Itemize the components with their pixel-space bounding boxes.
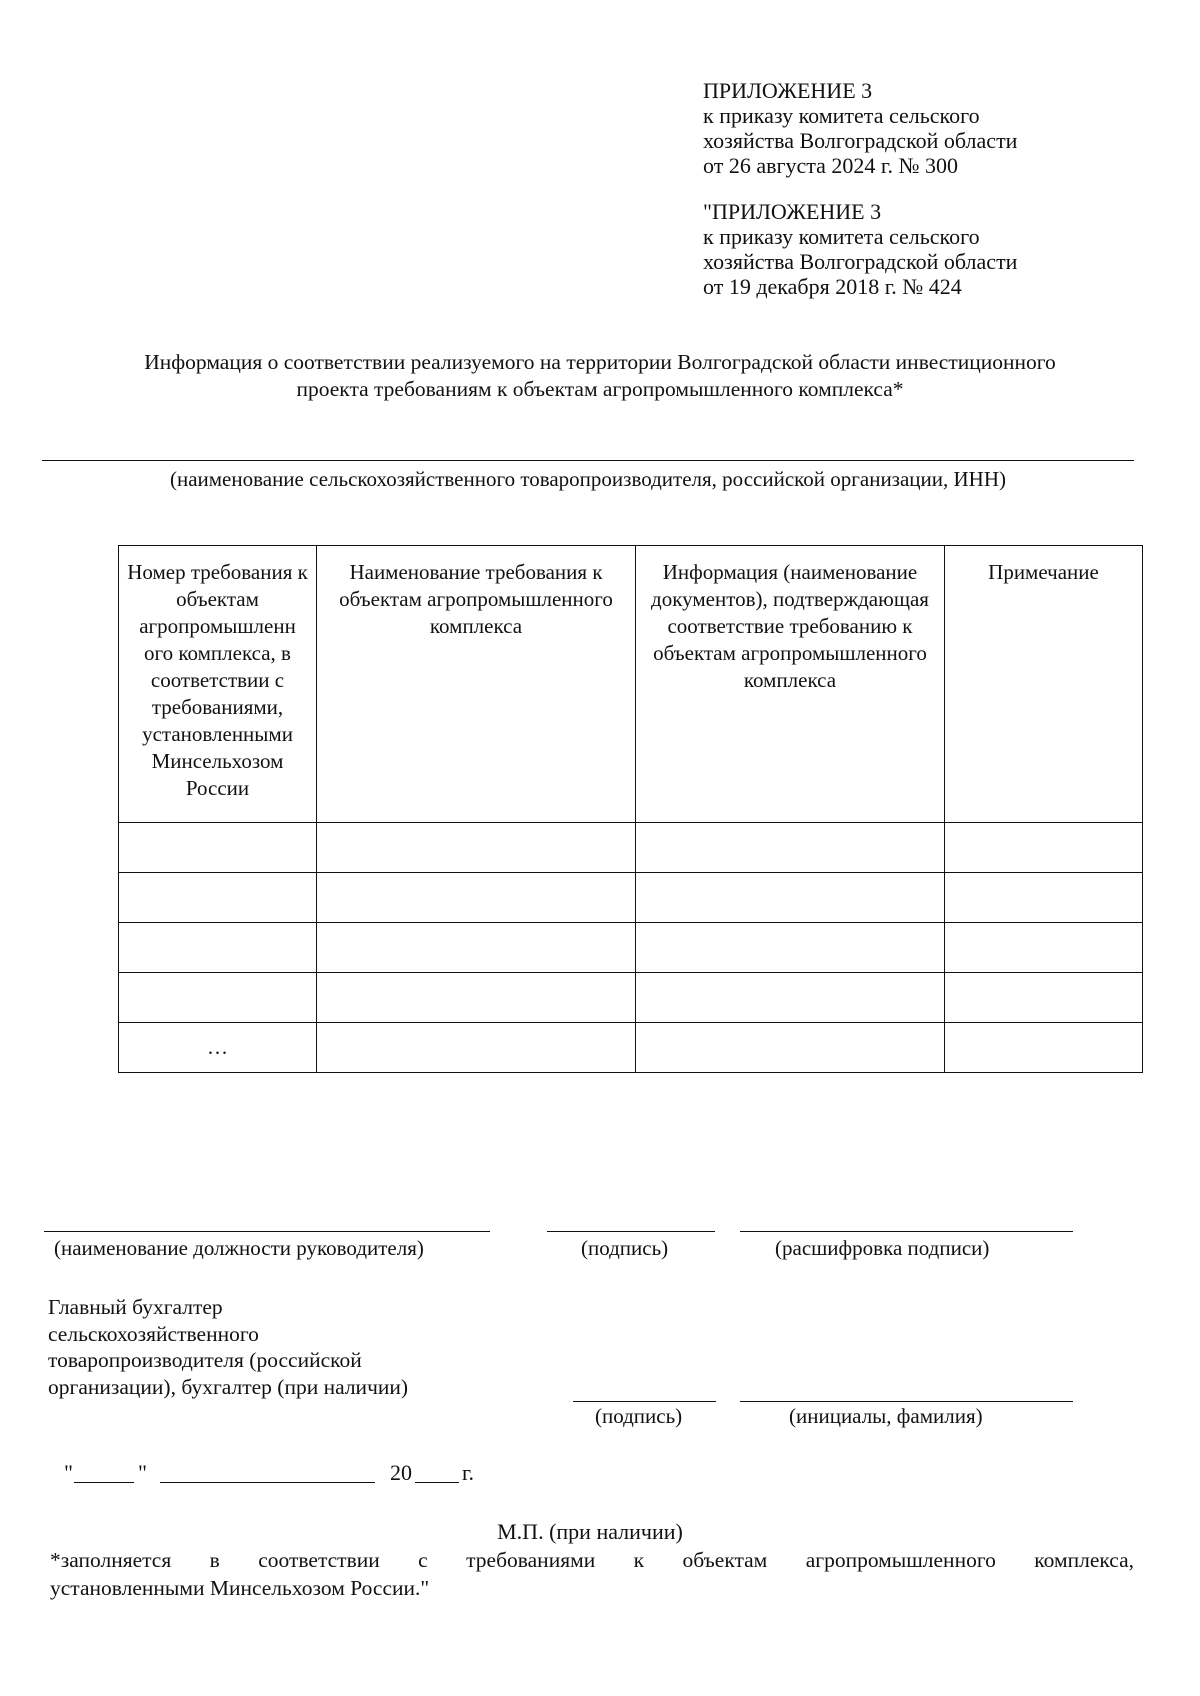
table-cell[interactable] [636,873,945,923]
document-title-line: Информация о соответствии реализуемого на территории Волгоградской области инвестиционного [144,350,1056,374]
table-cell[interactable] [636,1023,945,1073]
appendix-original-line: от 19 декабря 2018 г. № 424 [703,274,962,299]
table-cell[interactable] [945,1023,1143,1073]
table-cell[interactable] [119,823,317,873]
accountant-line: организации), бухгалтер (при наличии) [48,1374,409,1399]
appendix-current-line: от 26 августа 2024 г. № 300 [703,153,958,178]
position-caption: (наименование должности руководителя) [54,1236,424,1260]
accountant-signature-caption: (подпись) [595,1404,683,1428]
producer-name-line[interactable] [42,460,1134,461]
table-cell[interactable] [636,923,945,973]
table-cell[interactable] [636,973,945,1023]
date-month-line[interactable] [160,1482,375,1483]
table-cell-ellipsis: … [119,1023,317,1073]
table-row [119,823,1143,873]
appendix-current [703,78,1173,178]
accountant-line: сельскохозяйственного [48,1321,259,1346]
table-row [119,1023,1143,1073]
date-close-quote: " [138,1460,147,1485]
requirements-table [118,545,1143,1073]
date-year-suffix: г. [462,1460,475,1485]
table-cell[interactable] [945,873,1143,923]
date-day-line[interactable] [74,1482,134,1483]
appendix-current-line: хозяйства Волгоградской области [703,128,1018,153]
signature-caption: (подпись) [581,1236,669,1260]
accountant-label [48,1294,408,1400]
document-title [60,349,1140,403]
table-cell[interactable] [945,973,1143,1023]
header-supporting-documents: Информация (наименование документов), подтверждающая соответствие требованию к объектам агропромышленного комплекса [636,546,945,823]
signature-line[interactable] [547,1231,715,1232]
table-cell[interactable] [317,923,636,973]
date-open-quote: " [64,1460,73,1485]
table-cell[interactable] [945,823,1143,873]
position-line[interactable] [44,1231,490,1232]
table-cell[interactable] [119,873,317,923]
decoding-caption: (расшифровка подписи) [775,1236,990,1260]
header-note: Примечание [945,546,1143,823]
appendix-current-title: ПРИЛОЖЕНИЕ 3 [703,78,873,103]
footnote-line: *заполняется в соответствии с требованиями к объектам агропромышленного комплекса, [50,1548,1134,1572]
table-cell[interactable] [636,823,945,873]
footnote [50,1546,1134,1602]
table-cell[interactable] [119,973,317,1023]
appendix-current-line: к приказу комитета сельского [703,103,980,128]
appendix-original-title: "ПРИЛОЖЕНИЕ 3 [703,199,882,224]
appendix-original-line: к приказу комитета сельского [703,224,980,249]
accountant-signature-line[interactable] [573,1401,716,1402]
decoding-line[interactable] [740,1231,1073,1232]
table-row [119,923,1143,973]
table-header-row [119,546,1143,823]
table-row [119,973,1143,1023]
footnote-line: установленными Минсельхозом России." [50,1576,430,1600]
document-title-line: проекта требованиям к объектам агропромышленного комплекса* [296,377,904,401]
table-cell[interactable] [317,823,636,873]
accountant-line: Главный бухгалтер [48,1295,223,1319]
accountant-initials-line[interactable] [740,1401,1073,1402]
table-row [119,873,1143,923]
table-cell[interactable] [317,1023,636,1073]
table-cell[interactable] [317,873,636,923]
stamp-label: М.П. (при наличии) [497,1519,683,1544]
table-cell[interactable] [945,923,1143,973]
header-requirement-name: Наименование требования к объектам агропромышленного комплекса [317,546,636,823]
producer-caption: (наименование сельскохозяйственного товаропроизводителя, российской организации, ИНН) [169,467,1007,491]
date-year-prefix: 20 [390,1460,412,1485]
appendix-original-line: хозяйства Волгоградской области [703,249,1018,274]
accountant-initials-caption: (инициалы, фамилия) [789,1404,983,1428]
header-requirement-number: Номер требования к объектам агропромышленн ого комплекса, в соответствии с требованиями, установленными Минсельхозом России [119,546,317,823]
accountant-line: товаропроизводителя (российской [48,1348,362,1372]
date-year-line[interactable] [415,1482,459,1483]
table-cell[interactable] [119,923,317,973]
table-cell[interactable] [317,973,636,1023]
appendix-original [703,199,1173,299]
